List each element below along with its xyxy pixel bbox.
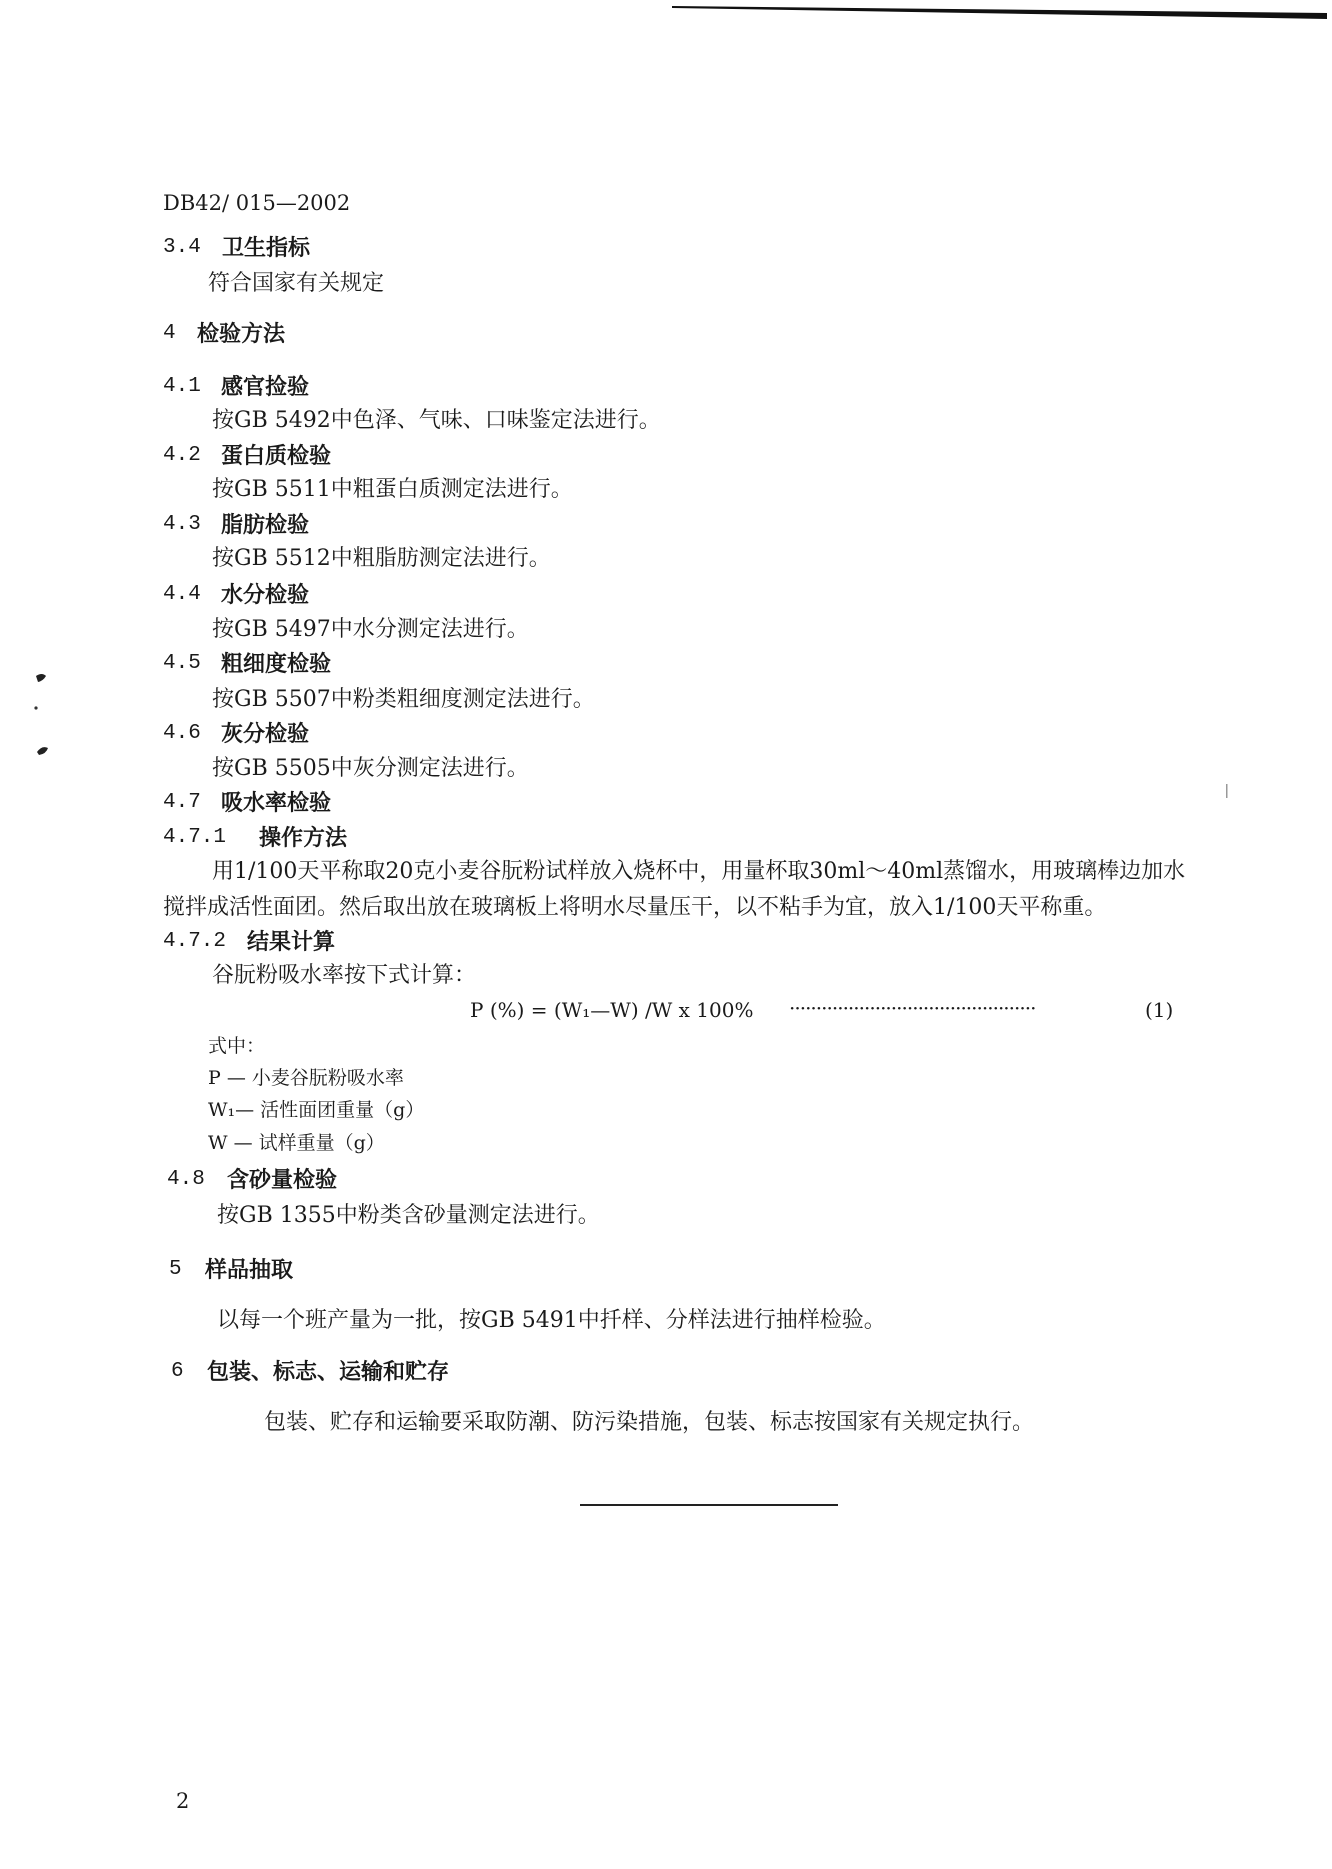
variable-definition: W₁— 活性面团重量（g）	[208, 1099, 425, 1121]
scan-speck	[37, 747, 48, 755]
section-number: 4.7.2	[163, 930, 227, 953]
section-title: 检验方法	[197, 321, 286, 347]
section-text: 按GB 5511中粗蛋白质测定法进行。	[212, 477, 573, 502]
section-title: 感官捡验	[221, 374, 310, 400]
section-title: 含砂量检验	[227, 1167, 338, 1193]
section-text: 按GB 1355中粉类含砂量测定法进行。	[217, 1203, 600, 1228]
section-title: 脂肪检验	[221, 512, 310, 538]
section-text: 包装、贮存和运输要采取防潮、防污染措施，包装、标志按国家有关规定执行。	[264, 1410, 1035, 1435]
section-title: 灰分检验	[221, 721, 310, 747]
variable-definition: W — 试样重量（g）	[208, 1132, 385, 1154]
scan-speck	[36, 674, 46, 682]
scan-edge-line	[672, 6, 1327, 19]
equation-number: (1)	[1145, 998, 1174, 1022]
section-title: 卫生指标	[222, 235, 311, 261]
section-number: 4.2	[163, 444, 201, 467]
scan-speck	[1226, 784, 1228, 798]
scan-speck	[34, 706, 37, 709]
section-number: 4.7	[163, 791, 201, 814]
section-number: 4	[163, 322, 176, 345]
formula: P (%) = (W₁—W) /W x 100%	[470, 998, 754, 1022]
section-text: 按GB 5505中灰分测定法进行。	[212, 756, 529, 781]
section-number: 5	[169, 1258, 182, 1281]
section-number: 4.4	[163, 583, 201, 606]
section-title: 操作方法	[259, 825, 348, 851]
section-text: 按GB 5492中色泽、气味、口味鉴定法进行。	[212, 408, 661, 433]
section-number: 3.4	[163, 236, 201, 259]
section-text: 以每一个班产量为一批，按GB 5491中扦样、分样法进行抽样检验。	[217, 1308, 886, 1333]
variable-definition: P — 小麦谷朊粉吸水率	[208, 1067, 404, 1089]
section-number: 4.7.1	[163, 826, 227, 849]
where-label: 式中：	[208, 1035, 266, 1057]
dot-leader: ··············································	[789, 996, 1036, 1020]
section-title: 样品抽取	[205, 1257, 294, 1283]
section-title: 粗细度检验	[221, 651, 332, 677]
section-title: 结果计算	[247, 929, 336, 955]
section-text: 按GB 5512中粗脂肪测定法进行。	[212, 546, 551, 571]
section-number: 6	[171, 1360, 184, 1383]
end-rule	[580, 1504, 838, 1506]
section-text: 按GB 5497中水分测定法进行。	[212, 617, 529, 642]
formula-intro: 谷朊粉吸水率按下式计算：	[212, 963, 477, 988]
page-number: 2	[176, 1789, 190, 1813]
section-number: 4.5	[163, 652, 201, 675]
section-text: 符合国家有关规定	[208, 271, 385, 296]
section-number: 4.1	[163, 375, 201, 398]
paragraph-line: 搅拌成活性面团。然后取出放在玻璃板上将明水尽量压干，以不粘手为宜，放入1/100天平称重。	[163, 895, 1107, 920]
section-title: 吸水率检验	[221, 790, 332, 816]
section-text: 按GB 5507中粉类粗细度测定法进行。	[212, 687, 595, 712]
section-title: 包装、标志、运输和贮存	[207, 1359, 450, 1385]
document-code: DB42/ 015—2002	[163, 191, 351, 215]
section-number: 4.3	[163, 513, 201, 536]
section-number: 4.8	[167, 1168, 205, 1191]
section-number: 4.6	[163, 722, 201, 745]
paragraph-line: 用1/100天平称取20克小麦谷朊粉试样放入烧杯中，用量杯取30ml～40ml蒸馏水，用玻璃棒边加水	[212, 859, 1186, 884]
section-title: 水分检验	[221, 582, 310, 608]
section-title: 蛋白质检验	[221, 443, 332, 469]
